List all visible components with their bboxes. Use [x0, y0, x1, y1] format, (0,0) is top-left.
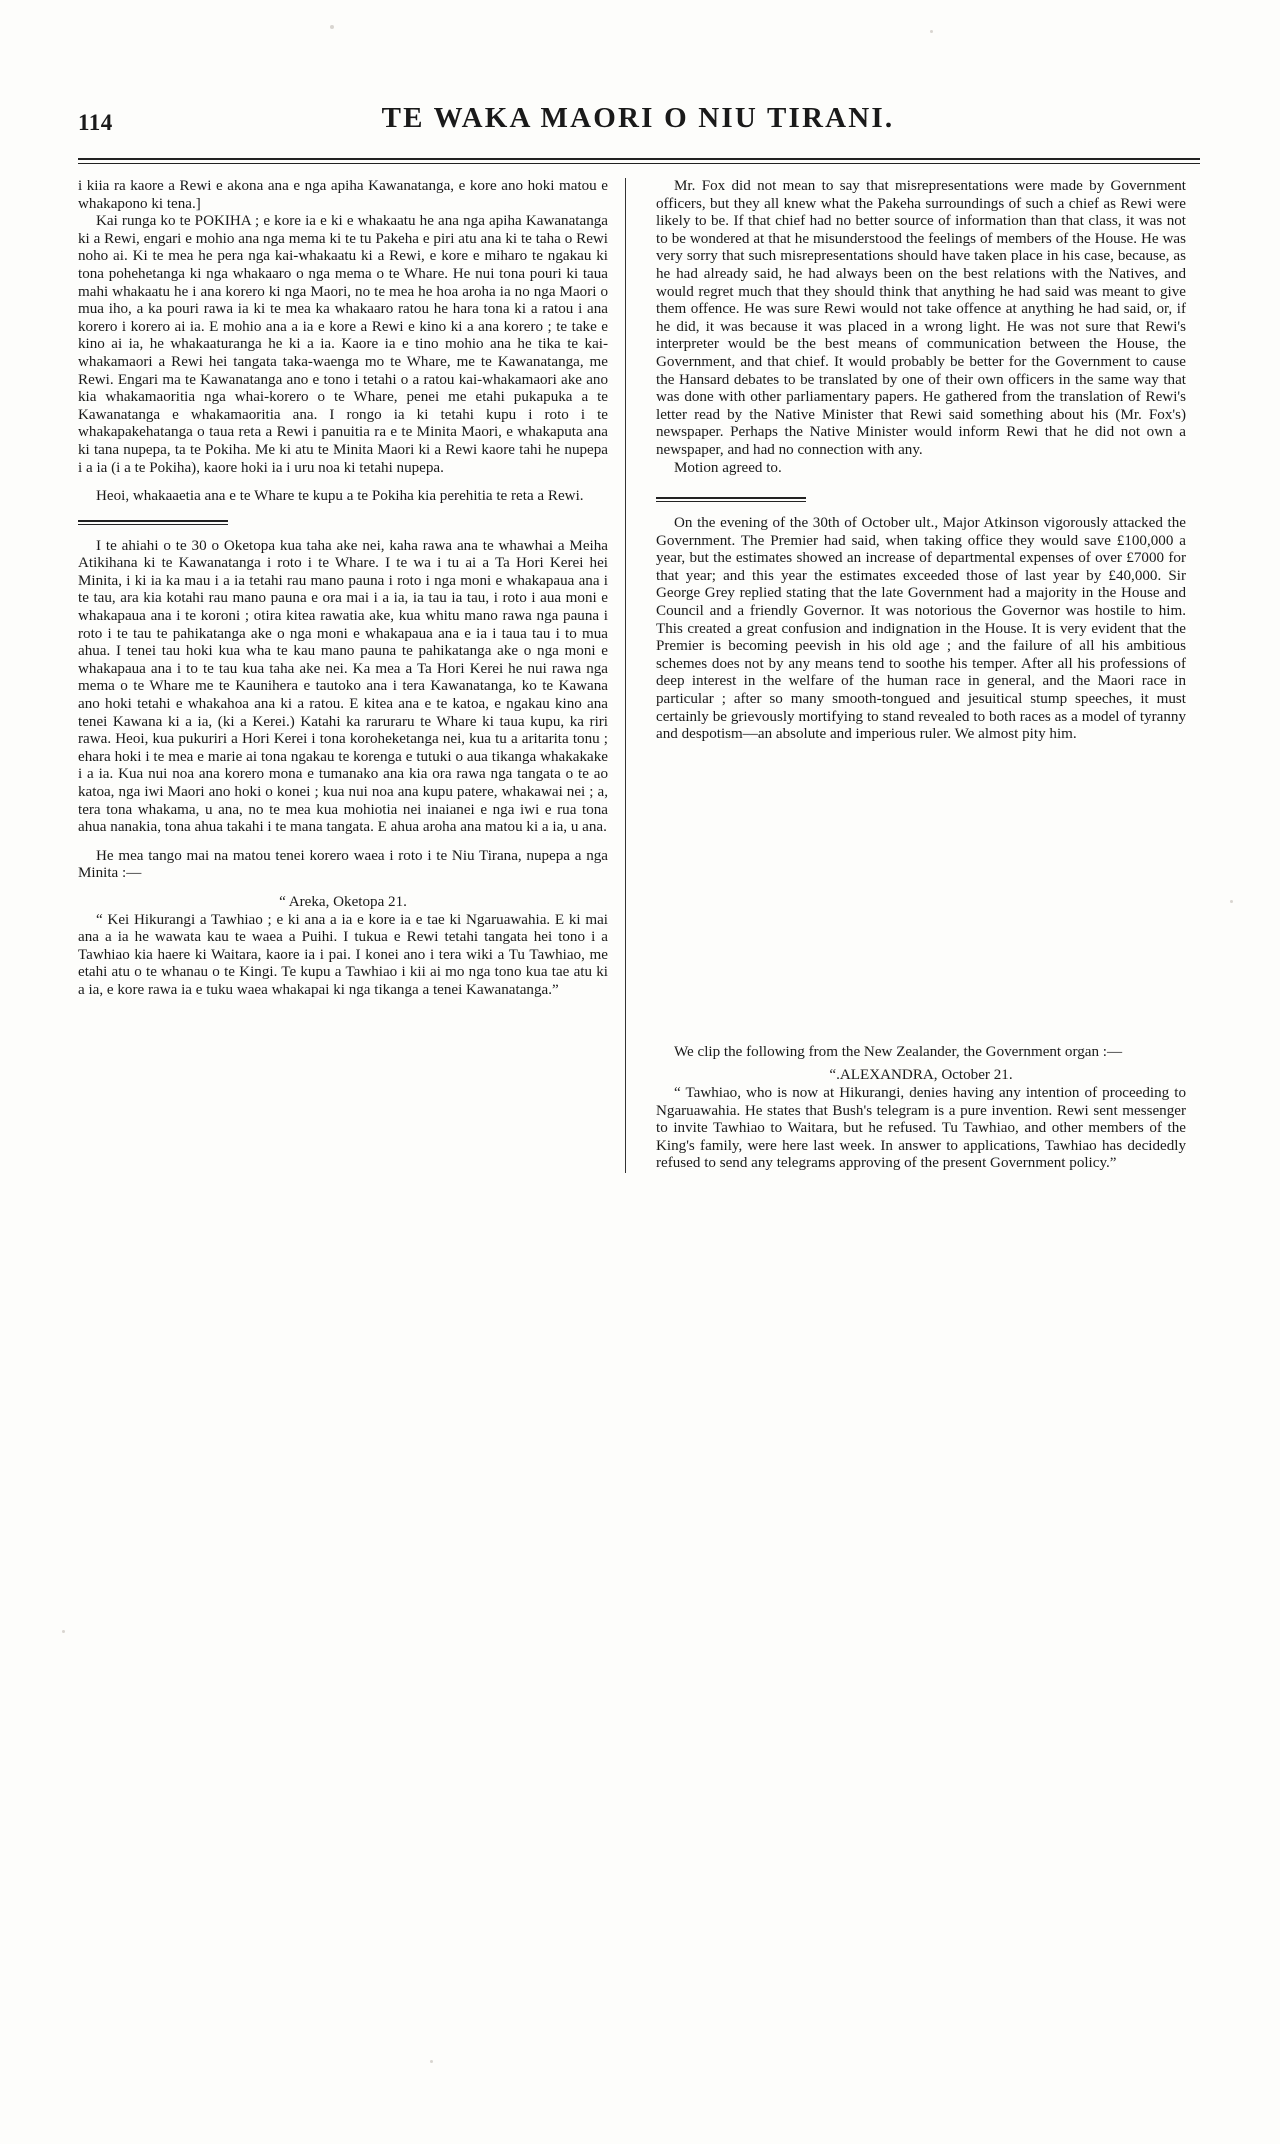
scan-speck: [330, 25, 334, 29]
paragraph: He mea tango mai na matou tenei korero waea i roto i te Niu Tirana, nupepa a nga Minita :—: [78, 847, 608, 882]
paragraph: “ Tawhiao, who is now at Hikurangi, denies having any intention of proceeding to Ngaruawahia. He states that Bush's telegram is a pure invention. Rewi sent messenger to invite Tawhiao to Waitara, but he refused. Tu Tawhiao, and other members of the King's family, were here last week. In answer to applications, Tawhiao has decidedly refused to send any telegrams approving of the present Government policy.”: [656, 1085, 1186, 1172]
paragraph: Kai runga ko te POKIHA ; e kore ia e ki e whakaatu he ana nga apiha Kawanatanga ki a Rewi, engari e mohio ana nga mema ki te tu Pakeha e piri atu ana ki te taha o Rewi noho ai. Ki te mea he pera nga kai-whakaatu ki a Rewi, e kore e miharo te ngakau ki tona pohehetanga ki nga whakaaro o nga mema o te Whare. He nui tona pouri ki taua mahi whakaatu he i ana korero ki nga Maori, no te mea he hoa aroha ia no nga Maori o mua iho, a ka pouri rawa ia ki te mea ka whakaaro ratou he hara tona ki a ratou i ana korero i korero ai ia. E mohio ana a ia e kore a Rewi e kino ki a ana korero ; te take e kino ai ia, he whakaaturanga he ki a ia. Kaore ia e tino mohio ana he tika te kai-whakamaori a Rewi hei tangata taka-waenga mo te Whare, me te Kawanatanga, me Rewi. Engari ma te Kawanatanga ano e tono i tetahi o a ratou kai-whakamaori ake ano kia whakamaoritia nga whai-korero o te Whare, penei me etahi pukapuka a te Kawanatanga e whakamaoritia ana. I rongo ia ki tetahi kupu i roto i te whakapakehatanga o taua reta a Rewi i panuitia ra e te Minita Maori, e whakaputa ana ki tana nupepa, ta te Pokiha. Me ki atu te Minita Maori ki a Rewi kaore tahi he nupepa i a ia (i a te Pokiha), kaore hoki ia i uru noa ki tetahi nupepa.: [78, 213, 608, 476]
paragraph: Mr. Fox did not mean to say that misrepresentations were made by Government officers, but they all knew what the Pakeha surroundings of such a chief as Rewi were likely to be. If that chief had no better source of information than that class, it was not to be wondered at that he misunderstood the feelings of members of the House. He was very sorry that such misrepresentations should have taken place in his case, because, as he had already said, he had always been on the best relations with the Natives, and would regret much that they should think that anything he had said was meant to give them offence. He was sure Rewi would not take offence at anything he had said, or, if he did, it was because it was placed in a wrong light. He was not sure that Rewi's interpreter would be the best means of communication between the House, the Government, and that chief. It would probably be better for the Government to cause the Hansard debates to be translated by one of their own officers in the same way that was done with other parliamentary papers. He gathered from the translation of Rewi's letter read by the Native Minister that Rewi said something about his (Mr. Fox's) newspaper. Perhaps the Native Minister would inform Rewi that he did not own a newspaper, and had no connection with any.: [656, 178, 1186, 458]
paragraph: On the evening of the 30th of October ult., Major Atkinson vigorously attacked the Government. The Premier had said, when taking office they would save £100,000 a year, but the estimates showed an increase of departmental expenses of over £7000 for that year; and this year the estimates exceeded those of last year by £40,000. Sir George Grey replied stating that the late Government had a majority in the House and Council and a friendly Governor. It was notorious the Governor was hostile to him. This created a great confusion and indignation in the House. It is very evident that the Premier is becoming peevish in his old age ; and the failure of all his ambitious schemes does not by any means tend to soothe his temper. After all his professions of deep interest in the welfare of the human race in general, and the Maori race in particular ; after so many smooth-tongued and jesuitical stump speeches, it must certainly be grievously mortifying to stand revealed to both races as a model of tyranny and despotism—an absolute and imperious ruler. We almost pity him.: [656, 515, 1186, 743]
paragraph: “ Kei Hikurangi a Tawhiao ; e ki ana a ia e kore ia e tae ki Ngaruawahia. E ki mai ana a ia he wawata kau te waea a Puihi. I tukua e Rewi tetahi tangata hei tono i a Tawhiao kia haere ki Waitara, kaore ia i pai. I konei ano i tera wiki a Tu Tawhiao, me etahi atu o te whanau o te Kingi. Te kupu a Tawhiao i kii ai mo nga tono kua tae atu ki a ia, e kore rawa ia e tuku waea whakapai ki nga tikanga a tenei Kawanatanga.”: [78, 911, 608, 998]
section-rule: [656, 497, 806, 502]
scan-speck: [1230, 900, 1233, 903]
masthead-title: TE WAKA MAORI O NIU TIRANI.: [381, 102, 895, 134]
paragraph: I te ahiahi o te 30 o Oketopa kua taha ake nei, kaha rawa ana te whawhai a Meiha Atikihana ki te Kawanatanga i roto i te Whare. I te wa i tu ai a Ta Hori Kerei hei Minita, i ki ia ka mau i a ia tetahi rau mano pauna i roto i nga moni e whakapaua ana i te tau, ara kia kotahi rau mano pauna e ora mai i a ia, ia tau ia tau, i roto i aua moni e whakapaua ana i te koroni ; otira kitea rawatia ake, kua whitu mano rawa nga pauna i roto i te tau te pahikatanga ake o nga moni e whakapaua ana e ia i taua tau i to mua ahua. I tenei tau hoki kua wha te kau mano pauna te pahikatanga ake o nga moni e whakapaua ana i to te tau kua taha ake nei. Ka mea a Ta Hori Kerei he nui rawa nga mema o te Whare me te Kaunihera e tautoko ana i tera Kawanatanga, ko te Kawana ano hoki tetahi e whakahoa ana ki a ratou. E kitea ana e te katoa, e ngakau kino ana tenei Kawana ki a ia, (ki a Kerei.) Katahi ka raruraru te Whare ki taua kupu, ka riri rawa. Heoi, kua pukuriri a Hori Kerei i tona koroheketanga nei, kua tu a aritarita tonu ; ehara hoki i te mea e marie ai tona ngakau te korenga e tutuki o aua tikanga whakakake i a ia. Kua nui noa ana korero mona e tumanako ana kia ora rawa nga tangata o te ao katoa, nga iwi Maori ano hoki o konei ; kua nui noa ana kupu patere, whakawai nei ; a, tera tona whakama, u ana, no te mea kua mohiotia nei inaianei e nga iwi e rua tona ahua nanakia, tona ahua takahi i te mana tangata. E ahua aroha ana matou ki a ia, u ana.: [78, 537, 608, 836]
telegram-dateline: “ Areka, Oketopa 21.: [279, 893, 407, 910]
masthead: [78, 96, 1200, 152]
page-number: 114: [78, 110, 113, 135]
two-column-body: [78, 178, 1200, 1173]
masthead-rule: [78, 158, 1200, 164]
scan-speck: [430, 2060, 433, 2063]
paragraph: We clip the following from the New Zealander, the Government organ :—: [674, 1043, 1123, 1060]
right-column: [626, 178, 1186, 1173]
paragraph: Motion agreed to.: [674, 459, 782, 476]
paragraph: Heoi, whakaaetia ana e te Whare te kupu a te Pokiha kia perehitia te reta a Rewi.: [96, 488, 584, 505]
page-content: [78, 96, 1200, 1173]
section-rule: [78, 520, 228, 525]
telegram-dateline: “.ALEXANDRA, October 21.: [829, 1067, 1013, 1084]
scan-speck: [62, 1630, 65, 1633]
left-column: [78, 178, 626, 1173]
paragraph: i kiia ra kaore a Rewi e akona ana e nga apiha Kawanatanga, e kore ano hoki matou e whakapono ki tena.]: [78, 178, 608, 212]
scan-speck: [930, 30, 933, 33]
